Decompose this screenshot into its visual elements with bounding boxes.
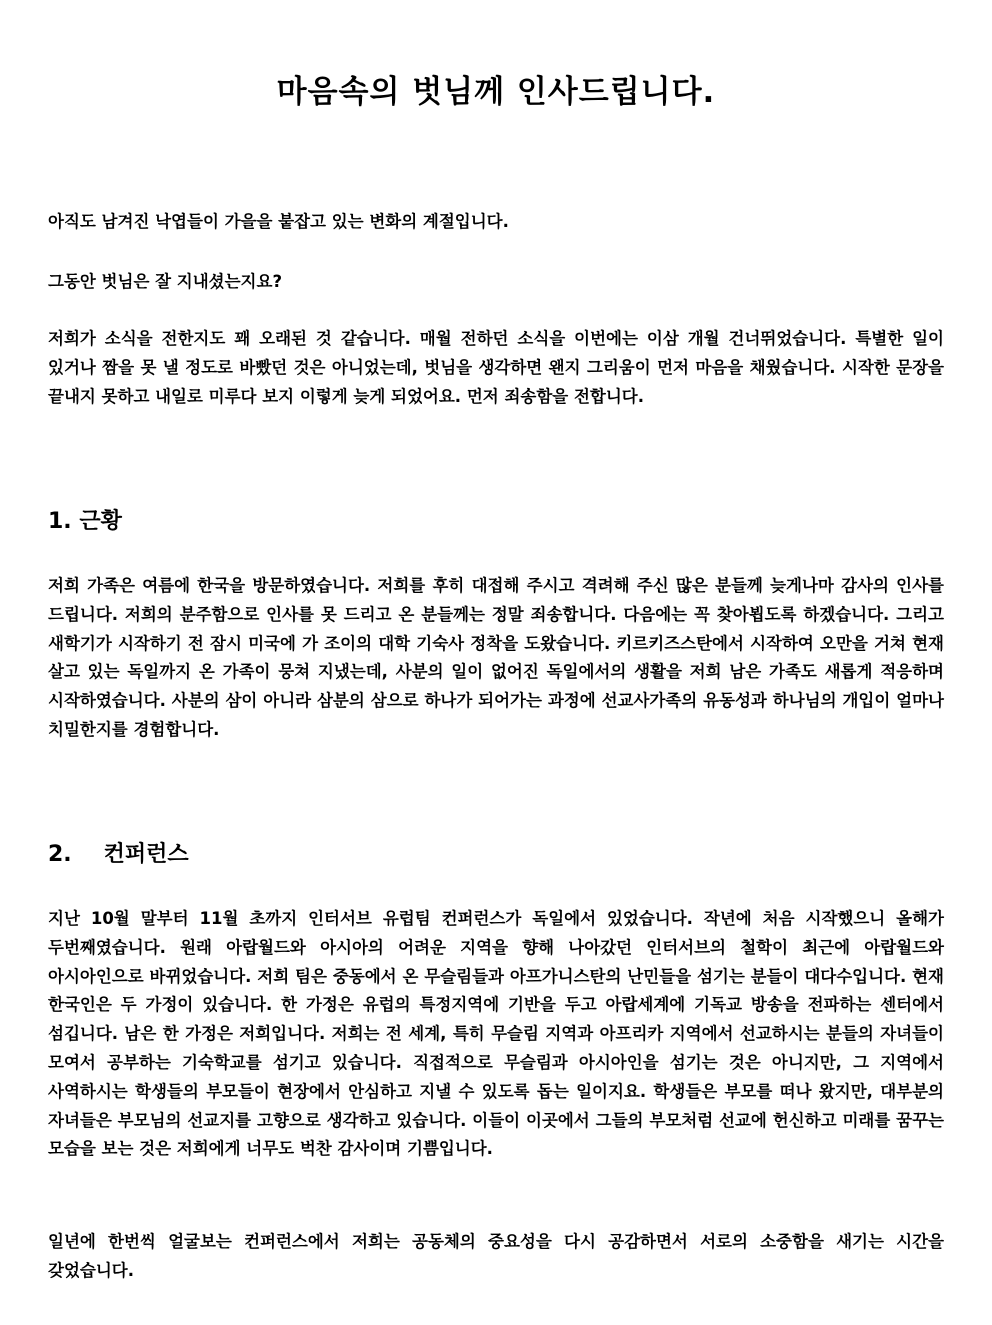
section-2-body: 지난 10월 말부터 11월 초까지 인터서브 유럽팀 컨퍼런스가 독일에서 있었습니다. 작년에 처음 시작했으니 올해가 두번째였습니다. 원래 아랍월드와 아시아의 어려운 지역을 향해 나아갔던 인터서브의 철학이 최근에 아랍월드와 아시아인으로 바뀌었습니다. 저희 팀은 중동에서 온 무슬림들과 아프가니스탄의 난민들을 섬기는 분들이 대다수입니다. 현재 한국인은 두 가정이 있습니다. 한 가정은 유럽의 특정지역에 기반을 두고 아랍세계에 기독교 방송을 전파하는 센터에서 섬깁니다. 남은 한 가정은 저희입니다. 저희는 전 세계, 특히 무슬림 지역과 아프리카 지역에서 선교하시는 분들의 자녀들이 모여서 공부하는 기숙학교를 섬기고 있습니다. 직접적으로 무슬림과 아시아인을 섬기는 것은 아니지만, 그 지역에서 사역하시는 학생들의 부모들이 현장에서 안심하고 지낼 수 있도록 돕는 일이지요. 학생들은 부모를 떠나 왔지만, 대부분의 자녀들은 부모님의 선교지를 고향으로 생각하고 있습니다. 이들이 이곳에서 그들의 부모처럼 선교에 헌신하고 미래를 꿈꾸는 모습을 보는 것은 저희에게 너무도 벅찬 감사이며 기쁨입니다.: [48, 909, 944, 1159]
intro-paragraph-1: 아직도 남겨진 낙엽들이 가을을 붙잡고 있는 변화의 계절입니다.: [48, 212, 509, 231]
section-1-title: 근황: [79, 509, 122, 534]
section-2-title: 컨퍼런스: [103, 842, 189, 867]
section-1-heading: [48, 504, 122, 535]
page-title: 마음속의 벗님께 인사드립니다.: [276, 74, 716, 110]
section-1-number: 1.: [48, 509, 72, 534]
section-2-heading: [48, 837, 189, 868]
section-1-body: 저희 가족은 여름에 한국을 방문하였습니다. 저희를 후히 대접해 주시고 격려해 주신 많은 분들께 늦게나마 감사의 인사를 드립니다. 저희의 분주함으로 인사를 못 드리고 온 분들께는 정말 죄송합니다. 다음에는 꼭 찾아뵙도록 하겠습니다. 그리고 새학기가 시작하기 전 잠시 미국에 가 조이의 대학 기숙사 정착을 도왔습니다. 키르키즈스탄에서 시작하여 오만을 거쳐 현재 살고 있는 독일까지 온 가족이 뭉쳐 지냈는데, 사분의 일이 없어진 독일에서의 생활을 저희 남은 가족도 새롭게 적응하며 시작하였습니다. 사분의 삼이 아니라 삼분의 삼으로 하나가 되어가는 과정에 선교사가족의 유동성과 하나님의 개입이 얼마나 치밀한지를 경험합니다.: [48, 576, 944, 739]
intro-paragraph-3: 저희가 소식을 전한지도 꽤 오래된 것 같습니다. 매월 전하던 소식을 이번에는 이삼 개월 건너뛰었습니다. 특별한 일이 있거나 짬을 못 낼 정도로 바빴던 것은 아니었는데, 벗님을 생각하면 왠지 그리움이 먼저 마음을 채웠습니다. 시작한 문장을 끝내지 못하고 내일로 미루다 보지 이렇게 늦게 되었어요. 먼저 죄송함을 전합니다.: [48, 329, 944, 406]
section-2-closing: 일년에 한번씩 얼굴보는 컨퍼런스에서 저희는 공동체의 중요성을 다시 공감하면서 서로의 소중함을 새기는 시간을 갖었습니다.: [48, 1232, 944, 1280]
section-2-number: 2.: [48, 842, 72, 867]
intro-paragraph-2: 그동안 벗님은 잘 지내셨는지요?: [48, 272, 283, 291]
